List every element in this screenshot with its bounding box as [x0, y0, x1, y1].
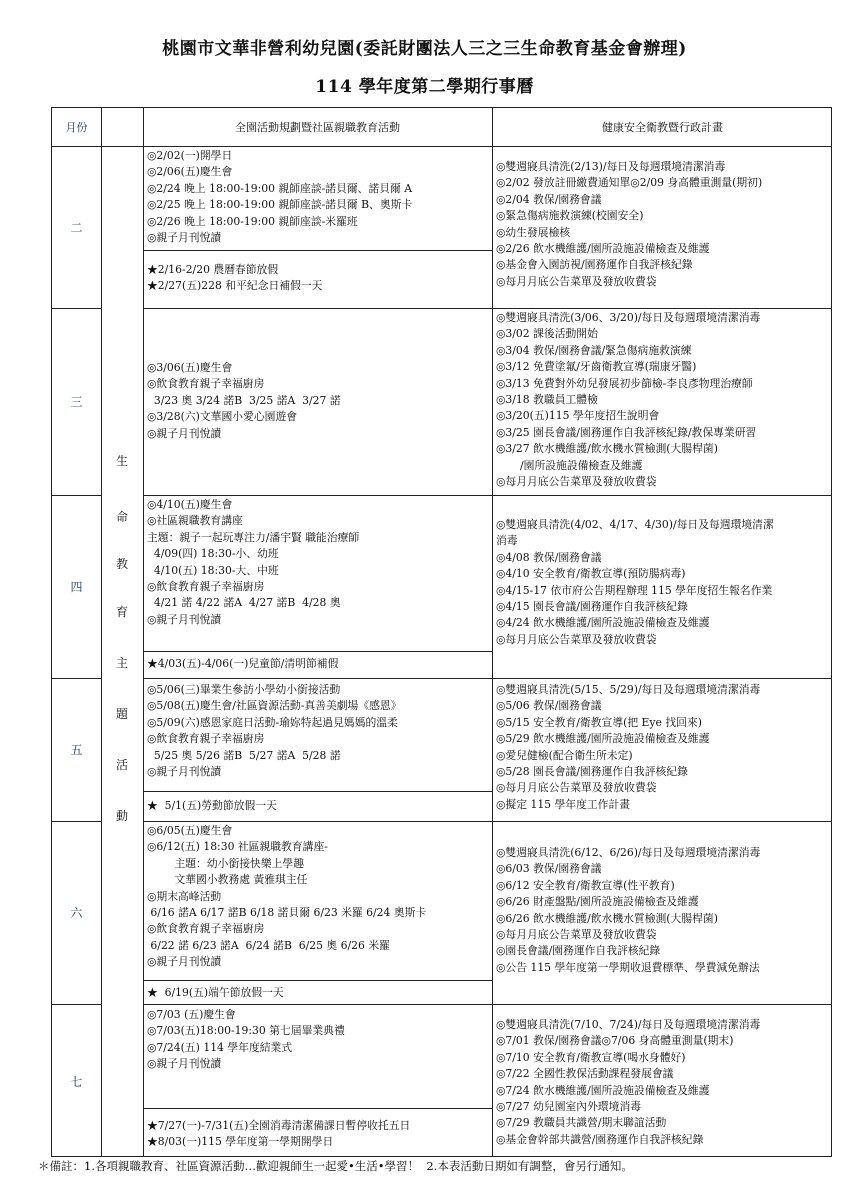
- month-mar: 三: [70, 395, 83, 409]
- theme-label: [101, 146, 143, 1156]
- theme-char: 教: [115, 557, 128, 571]
- holidays-feb: ★2/16-2/20 農曆春節放假 ★2/27(五)228 和平紀念日補假一天: [147, 263, 323, 293]
- row-divider: [143, 495, 831, 496]
- theme-char: 題: [115, 707, 128, 721]
- row-divider: [52, 146, 831, 147]
- theme-char: 生: [115, 454, 128, 468]
- holiday-separator: [143, 250, 492, 251]
- column-divider: [143, 108, 144, 1156]
- month-may: 五: [70, 743, 83, 757]
- holiday-separator: [143, 980, 492, 981]
- theme-char: 主: [115, 656, 128, 670]
- health-apr: ◎雙週寢具清洗(4/02、4/17、4/30)/每日及每週環境清潔 消毒 ◎4/08 教保/園務會議 ◎4/10 安全教育/衛教宣導(預防腸病毒) ◎4/15-17 依市府公告期程辦理 115 學年度招生報名作業 ◎4/15 園長會議/園務運作自我評核紀錄 ◎4/24 飲水機維護/園所設施設備檢查及維護 ◎每月月底公告菜單及發放收費袋: [496, 518, 774, 646]
- activities-jun: ◎6/05(五)慶生會 ◎6/12(五) 18:30 社區親職教育講座- 主題：幼小銜接快樂上學趣 文華國小教務處 黃雅琪主任 ◎期末高峰活動 6/16 諾A 6/17 諾B 6/18 諾貝爾 6/23 米羅 6/24 奧斯卡 ◎飲食教育親子幸福廚房 6/22 諾 6/23 諾A 6/24 諾B 6/25 奧 6/26 米羅 ◎親子月刊悅讀: [147, 824, 427, 969]
- holidays-apr: ★4/03(五)-4/06(一)兒童節/清明節補假: [147, 657, 339, 670]
- month-apr: 四: [70, 580, 83, 594]
- row-divider: [143, 821, 831, 822]
- holidays-jul: ★7/27(一)-7/31(五)全園消毒清潔備課日暫停收托五日 ★8/03(一)115 學年度第一學期開學日: [147, 1119, 411, 1149]
- theme-char: 活: [115, 758, 128, 772]
- holiday-separator: [143, 651, 492, 652]
- holidays-jun: ★ 6/19(五)端午節放假一天: [147, 986, 284, 999]
- health-mar: ◎雙週寢具清洗(3/06、3/20)/每日及每週環境清潔消毒 ◎3/02 課後活動開始 ◎3/04 教保/園務會議/緊急傷病施救演練 ◎3/12 免費塗氟/牙齒衛教宣導(瑞康牙醫) ◎3/13 免費對外幼兒發展初步篩檢-李良彥物理治療師 ◎3/18 教職員工體檢 ◎3/20(五)115 學年度招生說明會 ◎3/25 園長會議/園務運作自我評核紀錄/教保專業研習 ◎3/27 飲水機維護/飲水機水質檢測(大腸桿菌) /園所設施設備檢查及維護 ◎每月月底公告菜單及發放收費袋: [496, 311, 761, 489]
- activities-feb: ◎2/02(一)開學日 ◎2/06(五)慶生會 ◎2/24 晚上 18:00-19:00 親師座談-諾貝爾、諾貝爾 A ◎2/25 晚上 18:00-19:00 親師座談-諾貝爾 B、奧斯卡 ◎2/26 晚上 18:00-19:00 親師座談-米羅班 ◎親子月刊悅讀: [147, 149, 413, 245]
- header-activities: 全園活動規劃暨社區親職教育活動: [235, 121, 400, 134]
- theme-char: 動: [115, 809, 128, 823]
- month-jun: 六: [70, 906, 83, 920]
- row-divider: [143, 308, 831, 309]
- column-divider: [492, 108, 493, 1156]
- header-health: 健康安全衛教暨行政計畫: [602, 121, 723, 134]
- health-jul: ◎雙週寢具清洗(7/10、7/24)/每日及每週環境清潔消毒 ◎7/01 教保/園務會議◎7/06 身高體重測量(期末) ◎7/10 安全教育/衛教宣導(喝水身體好) ◎7/22 全國性教保活動課程發展會議 ◎7/24 飲水機維護/園所設施設備檢查及維護 ◎7/27 幼兒園室內外環境消毒 ◎7/29 教職員共識營/期末聯誼活動 ◎基金會幹部共識營/園務運作自我評核紀錄: [496, 1018, 761, 1146]
- activities-apr: ◎4/10(五)慶生會 ◎社區親職教育講座 主題：親子一起玩專注力/潘宇賢 職能治療師 4/09(四) 18:30-小、幼班 4/10(五) 18:30-大、中班 ◎飲食教育親子幸福廚房 4/21 諾 4/22 諾A 4/27 諾B 4/28 奧 ◎親子月刊悅讀: [147, 498, 360, 626]
- health-jun: ◎雙週寢具清洗(6/12、6/26)/每日及每週環境清潔消毒 ◎6/03 教保/園務會議 ◎6/12 安全教育/衛教宣導(性平教育) ◎6/26 財產盤點/園所設施設備檢查及維護 ◎6/26 飲水機維護/飲水機水質檢測(大腸桿菌) ◎每月月底公告菜單及發放收費袋 ◎園長會議/園務運作自我評核紀錄 ◎公告 115 學年度第一學期收退費標準、學費減免辦法: [496, 846, 761, 974]
- row-divider: [143, 678, 831, 679]
- theme-char: 育: [115, 605, 128, 619]
- activities-mar: ◎3/06(五)慶生會 ◎飲食教育親子幸福廚房 3/23 奧 3/24 諾B 3/25 諾A 3/27 諾 ◎3/28(六)文華國小愛心園遊會 ◎親子月刊悅讀: [147, 361, 341, 440]
- holidays-may: ★ 5/1(五)勞動節放假一天: [147, 799, 277, 812]
- holiday-separator: [143, 1108, 492, 1109]
- month-jul: 七: [70, 1074, 83, 1089]
- header-month: 月份: [65, 121, 88, 134]
- health-feb: ◎雙週寢具清洗(2/13)/每日及每週環境清潔消毒 ◎2/02 發放註冊繳費通知單◎2/09 身高體重測量(期初) ◎2/04 教保/園務會議 ◎緊急傷病施救演練(校園安全) ◎幼生發展檢核 ◎2/26 飲水機維護/園所設施設備檢查及維護 ◎基金會入園訪視/園務運作自我評核紀錄 ◎每月月底公告菜單及發放收費袋: [496, 160, 763, 288]
- activities-may: ◎5/06(三)畢業生參訪小學幼小銜接活動 ◎5/08(五)慶生會/社區資源活動-真善美劇場《感恩》 ◎5/09(六)感恩家庭日活動-瑜妳特起過見媽媽的溫柔 ◎飲食教育親子幸福廚房 5/25 奧 5/26 諾B 5/27 諾A 5/28 諾 ◎親子月刊悅讀: [147, 683, 402, 779]
- theme-char: 命: [115, 510, 128, 524]
- row-divider: [143, 1004, 831, 1005]
- kindergarten-title: 桃園市文華非營利幼兒園(委託財團法人三之三生命教育基金會辦理): [162, 39, 687, 59]
- health-may: ◎雙週寢具清洗(5/15、5/29)/每日及每週環境清潔消毒 ◎5/06 教保/園務會議 ◎5/15 安全教育/衛教宣導(把 Eye 找回來) ◎5/29 飲水機維護/園所設施設備檢查及維護 ◎愛兒健檢(配合衛生所未定) ◎5/28 園長會議/園務運作自我評核紀錄 ◎每月月底公告菜單及發放收費袋 ◎擬定 115 學年度工作計畫: [496, 683, 761, 811]
- calendar-title: 114 學年度第二學期行事曆: [315, 77, 534, 97]
- activities-jul: ◎7/03 (五)慶生會 ◎7/03(五)18:00-19:30 第七屆畢業典禮 ◎7/24(五) 114 學年度結業式 ◎親子月刊悅讀: [147, 1008, 345, 1071]
- footnote: ＊備註：1.各項親職教育、社區資源活動…歡迎親師生一起愛•生活•學習！ 2.本表活動日期如有調整，會另行通知。: [38, 1159, 633, 1173]
- month-feb: 二: [70, 220, 83, 235]
- calendar-table: [51, 107, 832, 1157]
- holiday-separator: [143, 791, 492, 792]
